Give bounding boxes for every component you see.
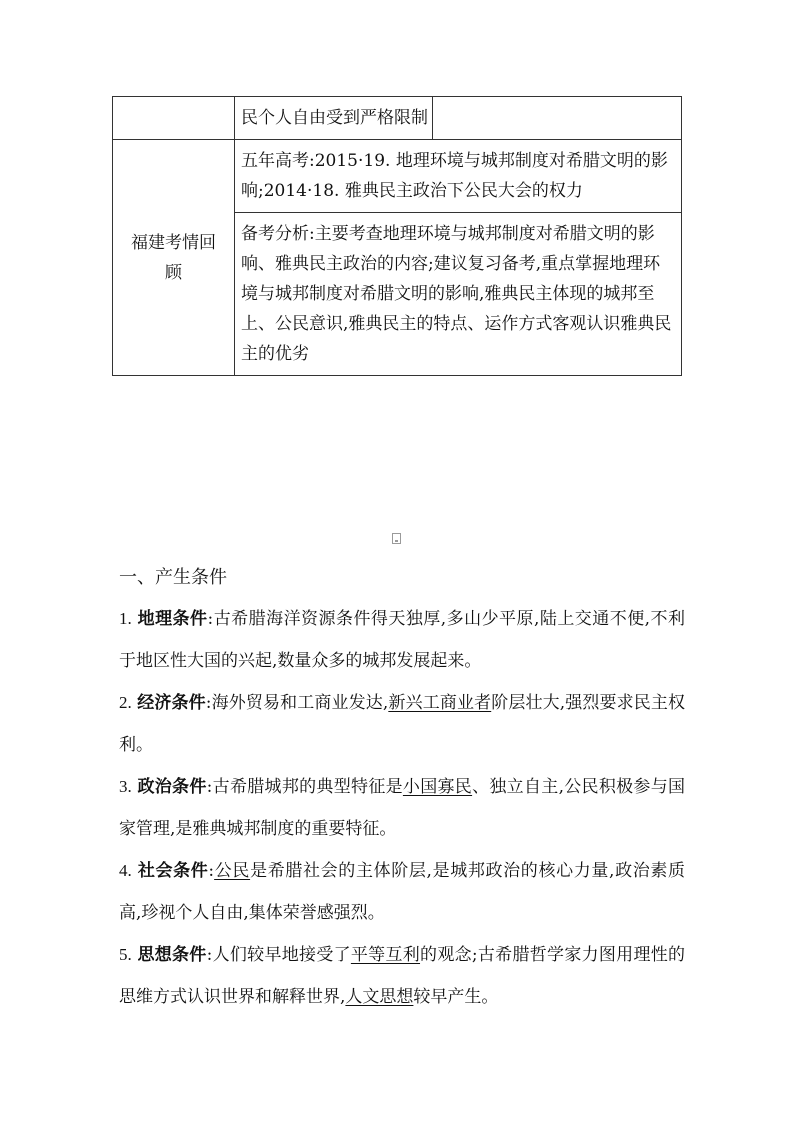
table-cell-empty xyxy=(433,97,682,140)
item-number: 3. xyxy=(119,777,132,796)
conditions-section xyxy=(119,562,685,1018)
underlined-keyword: 新兴工商业者 xyxy=(388,693,492,713)
item-number: 4. xyxy=(119,861,132,880)
section-title: 一、产生条件 xyxy=(119,567,227,588)
item-text: 海外贸易和工商业发达, xyxy=(211,693,389,713)
list-item: 1. 地理条件:古希腊海洋资源条件得天独厚,多山少平原,陆上交通不便,不利于地区性大国的兴起,数量众多的城邦发展起来。 xyxy=(119,609,685,671)
list-item: 2. 经济条件:海外贸易和工商业发达,新兴工商业者阶层壮大,强烈要求民主权利。 xyxy=(119,693,686,755)
item-number: 1. xyxy=(119,609,132,628)
item-text: 人们较早地接受了 xyxy=(212,945,351,965)
table-cell-continued-text: 民个人自由受到严格限制 xyxy=(235,97,433,140)
item-text: 较早产生。 xyxy=(413,987,499,1007)
underlined-keyword: 小国寡民 xyxy=(402,777,473,797)
exam-info-table xyxy=(112,96,682,376)
table-row xyxy=(113,140,682,213)
list-item: 3. 政治条件:古希腊城邦的典型特征是小国寡民、独立自主,公民积极参与国家管理,是雅典城邦制度的重要特征。 xyxy=(119,777,686,839)
table-cell-five-year-exams: 五年高考:2015·19. 地理环境与城邦制度对希腊文明的影响;2014·18. 雅典民主政治下公民大会的权力 xyxy=(235,140,682,213)
underlined-keyword: 人文思想 xyxy=(345,987,414,1007)
item-term: 社会条件 xyxy=(137,861,209,881)
table-cell-empty-label xyxy=(113,97,235,140)
item-text: 古希腊城邦的典型特征是 xyxy=(212,777,403,797)
broken-image-icon xyxy=(392,533,401,544)
underlined-keyword: 平等互利 xyxy=(350,945,421,965)
item-text: 的观念;古希腊哲学家力图用理性的思维方式认识世界和解释世界, xyxy=(119,945,686,1007)
item-term: 经济条件 xyxy=(137,693,206,713)
item-text: 、独立自主,公民积极参与国家管理,是雅典城邦制度的重要特征。 xyxy=(119,777,686,839)
item-term: 地理条件 xyxy=(137,609,208,629)
item-number: 5. xyxy=(119,945,132,964)
item-number: 2. xyxy=(119,693,132,712)
item-text: 是希腊社会的主体阶层,是城邦政治的核心力量,政治素质高,珍视个人自由,集体荣誉感强烈。 xyxy=(119,861,686,923)
list-item: 4. 社会条件:公民是希腊社会的主体阶层,是城邦政治的核心力量,政治素质高,珍视个人自由,集体荣誉感强烈。 xyxy=(119,861,686,923)
item-text: 阶层壮大,强烈要求民主权利。 xyxy=(119,693,686,755)
table-cell-fujian-review-label: 福建考情回顾 xyxy=(113,140,235,376)
list-item: 5. 思想条件:人们较早地接受了平等互利的观念;古希腊哲学家力图用理性的思维方式认识世界和解释世界,人文思想较早产生。 xyxy=(119,945,686,1007)
table-cell-exam-analysis: 备考分析:主要考查地理环境与城邦制度对希腊文明的影响、雅典民主政治的内容;建议复习备考,重点掌握地理环境与城邦制度对希腊文明的影响,雅典民主体现的城邦至上、公民意识,雅典民主的特点、运作方式客观认识雅典民主的优劣 xyxy=(235,213,682,376)
item-text: 古希腊海洋资源条件得天独厚,多山少平原,陆上交通不便,不利于地区性大国的兴起,数量众多的城邦发展起来。 xyxy=(119,609,685,671)
underlined-keyword: 公民 xyxy=(214,861,251,881)
item-term: 政治条件 xyxy=(137,777,207,797)
table-row xyxy=(113,97,682,140)
item-term: 思想条件 xyxy=(137,945,207,965)
